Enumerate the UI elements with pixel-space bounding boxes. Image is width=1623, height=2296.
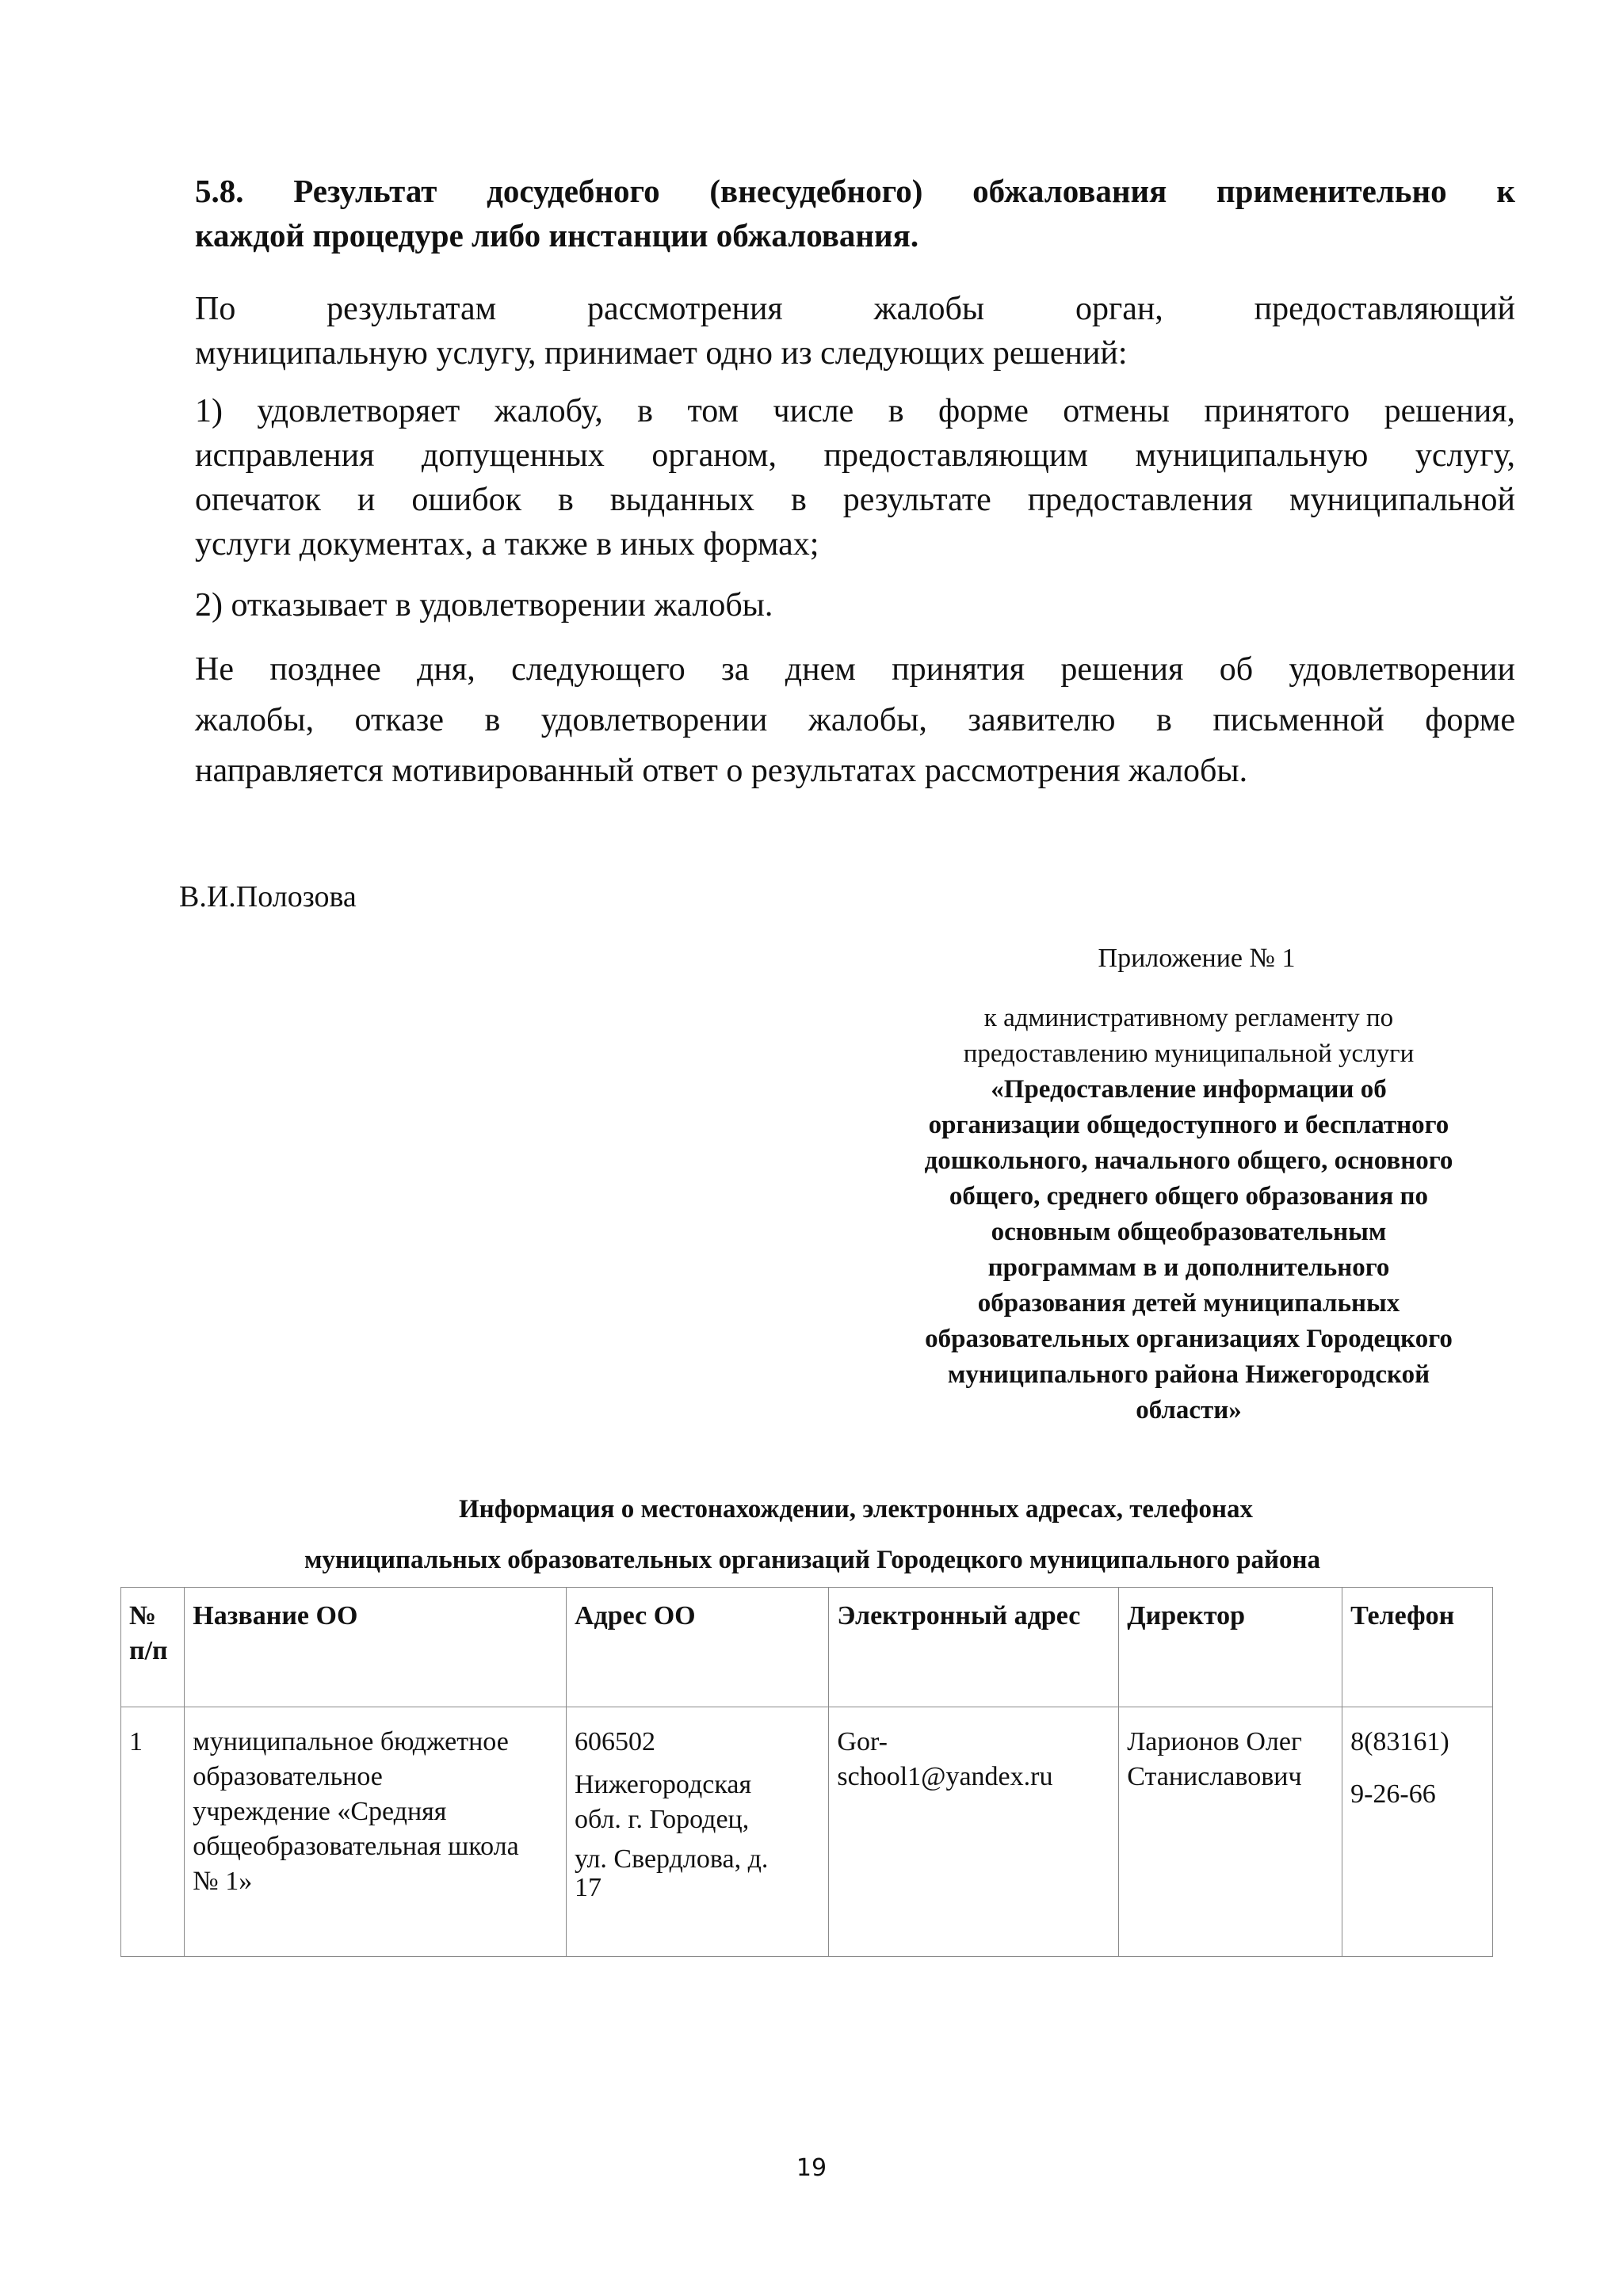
header-director: Директор [1119, 1588, 1342, 1707]
header-email: Электронный адрес [829, 1588, 1119, 1707]
paragraph-response-deadline [195, 644, 1515, 796]
appendix-reference [840, 1001, 1537, 1428]
cell-name: муниципальное бюджетное образовательное учреждение «Средняя общеобразовательная школа № 1» [185, 1707, 567, 1957]
header-phone: Телефон [1342, 1588, 1493, 1707]
page-number: 19 [796, 2154, 827, 2182]
paragraph-decisions-intro [195, 287, 1515, 376]
header-name: Название ОО [185, 1588, 567, 1707]
appendix-bold-line: общего, среднего общего образования по [949, 1182, 1429, 1211]
header-number: № п/п [121, 1588, 185, 1707]
section-heading [195, 169, 1515, 257]
paragraph-line: жалобы, отказе в удовлетворении жалобы, заявителю в письменной форме [195, 702, 1515, 738]
cell-phone: 8(83161) 9-26-66 [1342, 1707, 1493, 1957]
appendix-bold-line: программам в и дополнительного [987, 1253, 1390, 1282]
table-row [121, 1707, 1493, 1957]
cell-email: Gor- school1@yandex.ru [829, 1707, 1119, 1957]
paragraph-decision-satisfy [195, 389, 1515, 566]
cell-director: Ларионов Олег Станиславович [1119, 1707, 1342, 1957]
appendix-bold-line: основным общеобразовательным [991, 1218, 1387, 1246]
paragraph-line: По результатам рассмотрения жалобы орган, предоставляющий [195, 291, 1515, 327]
appendix-bold-line: образования детей муниципальных [977, 1289, 1400, 1318]
paragraph-line: 2) отказывает в удовлетворении жалобы. [195, 587, 773, 624]
appendix-line: к административному регламенту по [983, 1004, 1394, 1032]
paragraph-line: 1) удовлетворяет жалобу, в том числе в форме отмены принятого решения, [195, 393, 1515, 429]
header-address: Адрес ОО [566, 1588, 828, 1707]
table-caption-line-1: Информация о местонахождении, электронных адресах, телефонах [459, 1495, 1253, 1524]
paragraph-line: услуги документах, а также в иных формах; [195, 526, 819, 563]
cell-number: 1 [121, 1707, 185, 1957]
schools-info-table [120, 1587, 1493, 1957]
appendix-line: предоставлению муниципальной услуги [963, 1039, 1415, 1068]
paragraph-decision-refuse [195, 583, 1515, 627]
section-heading-line-2: каждой процедуре либо инстанции обжалования. [195, 217, 919, 254]
paragraph-line: исправления допущенных органом, предоставляющим муниципальную услугу, [195, 437, 1515, 474]
appendix-title: Приложение № 1 [1098, 944, 1296, 973]
appendix-bold-line: «Предоставление информации об [991, 1075, 1387, 1104]
table-caption-line-2: муниципальных образовательных организаций Городецкого муниципального района [304, 1546, 1321, 1574]
section-heading-line-1: 5.8. Результат досудебного (внесудебного) обжалования применительно к [195, 173, 1515, 209]
paragraph-line: опечаток и ошибок в выданных в результате предоставления муниципальной [195, 482, 1515, 518]
appendix-bold-line: образовательных организациях Городецкого [925, 1325, 1453, 1353]
paragraph-line: муниципальную услугу, принимает одно из следующих решений: [195, 335, 1128, 372]
appendix-bold-line: организации общедоступного и бесплатного [928, 1111, 1449, 1139]
paragraph-line: Не позднее дня, следующего за днем принятия решения об удовлетворении [195, 651, 1515, 688]
cell-address: 606502 Нижегородская обл. г. Городец, ул. Свердлова, д. 17 [566, 1707, 828, 1957]
appendix-bold-line: области» [1136, 1396, 1242, 1425]
appendix-bold-line: дошкольного, начального общего, основного [924, 1146, 1453, 1175]
table-header-row [121, 1588, 1493, 1707]
signature-name: В.И.Полозова [179, 880, 357, 913]
appendix-bold-line: муниципального района Нижегородской [947, 1360, 1430, 1389]
paragraph-line: направляется мотивированный ответ о результатах рассмотрения жалобы. [195, 753, 1248, 789]
